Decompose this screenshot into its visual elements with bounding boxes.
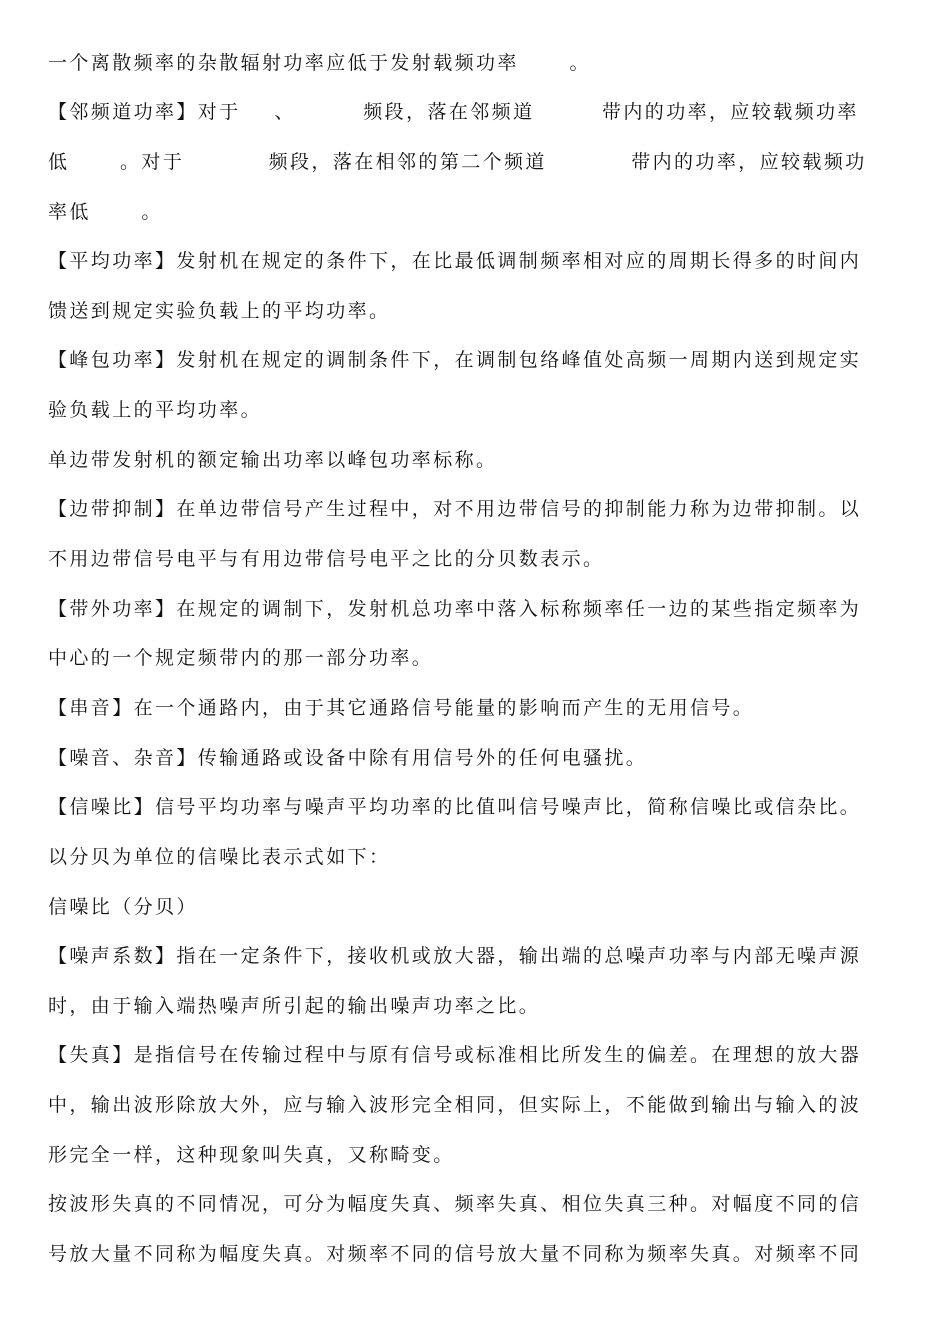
text-line: 形完全一样，这种现象叫失真，又称畸变。	[48, 1144, 455, 1166]
text-line: 【峰包功率】发射机在规定的调制条件下，在调制包络峰值处高频一周期内送到规定实	[48, 349, 862, 371]
text-line: 【邻频道功率】对于 、 频段，落在邻频道 带内的功率，应较载频功率	[48, 101, 859, 123]
text-line: 以分贝为单位的信噪比表示式如下：	[48, 846, 391, 868]
text-line: 【串音】在一个通路内，由于其它通路信号能量的影响而产生的无用信号。	[48, 697, 755, 719]
text-line: 【信噪比】信号平均功率与噪声平均功率的比值叫信号噪声比，简称信噪比或信杂比。	[48, 796, 862, 818]
text-line: 号放大量不同称为幅度失真。对频率不同的信号放大量不同称为频率失真。对频率不同	[48, 1243, 862, 1265]
text-line: 【噪声系数】指在一定条件下，接收机或放大器，输出端的总噪声功率与内部无噪声源	[48, 945, 862, 967]
text-line: 不用边带信号电平与有用边带信号电平之比的分贝数表示。	[48, 548, 605, 570]
text-line: 单边带发射机的额定输出功率以峰包功率标称。	[48, 449, 498, 471]
text-line: 信噪比（分贝）	[48, 896, 198, 918]
text-line: 【带外功率】在规定的调制下，发射机总功率中落入标称频率任一边的某些指定频率为	[48, 598, 862, 620]
text-line: 馈送到规定实验负载上的平均功率。	[48, 300, 391, 322]
text-line: 中，输出波形除放大外，应与输入波形完全相同，但实际上，不能做到输出与输入的波	[48, 1094, 862, 1116]
text-line: 验负载上的平均功率。	[48, 399, 263, 421]
text-line: 【平均功率】发射机在规定的条件下，在比最低调制频率相对应的周期长得多的时间内	[48, 250, 862, 272]
text-line: 低 。对于 频段，落在相邻的第二个频道 带内的功率，应较载频功	[48, 151, 867, 173]
text-line: 中心的一个规定频带内的那一部分功率。	[48, 647, 434, 669]
text-line: 【边带抑制】在单边带信号产生过程中，对不用边带信号的抑制能力称为边带抑制。以	[48, 498, 862, 520]
text-line: 一个离散频率的杂散辐射功率应低于发射载频功率 。	[48, 52, 591, 74]
text-line: 率低 。	[48, 201, 163, 223]
text-line: 【失真】是指信号在传输过程中与原有信号或标准相比所发生的偏差。在理想的放大器	[48, 1044, 862, 1066]
text-line: 【噪音、杂音】传输通路或设备中除有用信号外的任何电骚扰。	[48, 747, 648, 769]
text-line: 按波形失真的不同情况，可分为幅度失真、频率失真、相位失真三种。对幅度不同的信	[48, 1193, 862, 1215]
text-line: 时，由于输入端热噪声所引起的输出噪声功率之比。	[48, 995, 541, 1017]
